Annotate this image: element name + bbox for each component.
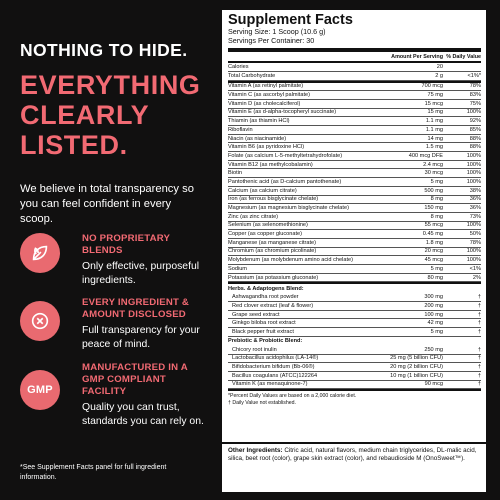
nutrient-amount: 8 mg bbox=[430, 196, 443, 203]
note-dv-not-established: † Daily Value not established. bbox=[228, 400, 296, 407]
nutrient-row bbox=[228, 274, 481, 283]
x-mark-icon bbox=[20, 301, 60, 341]
nutrient-name: Magnesium (as magnesium bisglycinate chelate) bbox=[228, 205, 349, 212]
nutrient-dv: 36% bbox=[469, 205, 481, 212]
nutrient-row bbox=[228, 372, 481, 381]
nutrient-row bbox=[228, 126, 481, 135]
nutrient-dv: 100% bbox=[466, 161, 481, 168]
nutrient-dv: 85% bbox=[469, 126, 481, 133]
nutrient-amount: 150 mg bbox=[424, 205, 443, 212]
nutrient-dv: 83% bbox=[469, 92, 481, 99]
serving-size: Serving Size: 1 Scoop (10.6 g) bbox=[228, 27, 326, 36]
nutrient-dv: 88% bbox=[469, 144, 481, 151]
left-panel bbox=[20, 40, 208, 228]
other-ingredients bbox=[222, 442, 486, 492]
nutrient-dv: 92% bbox=[469, 118, 481, 125]
nutrient-amount: 14 mg bbox=[427, 135, 443, 142]
nutrient-amount: 5 mg bbox=[430, 265, 443, 272]
nutrient-row bbox=[228, 117, 481, 126]
nutrient-amount: 15 mcg bbox=[424, 100, 443, 107]
nutrient-dv: 50% bbox=[469, 231, 481, 238]
nutrient-dv: † bbox=[477, 355, 481, 362]
other-ingredients-label: Other Ingredients: bbox=[228, 447, 283, 454]
nutrient-name: Vitamin B12 (as methylcobalamin) bbox=[228, 161, 313, 168]
nutrient-row bbox=[228, 187, 481, 196]
nutrient-name: Ginkgo biloba root extract bbox=[232, 320, 296, 327]
herb-blend-section bbox=[228, 293, 481, 336]
nutrient-row bbox=[228, 381, 481, 390]
nutrient-dv: 100% bbox=[466, 257, 481, 264]
headline-line-3: LISTED. bbox=[20, 130, 128, 160]
nutrient-name: Selenium (as selenomethionine) bbox=[228, 222, 308, 229]
nutrient-dv: † bbox=[477, 381, 481, 388]
nutrient-amount: 20 mcg bbox=[424, 248, 443, 255]
nutrient-dv: † bbox=[477, 346, 481, 353]
nutrient-dv: † bbox=[477, 328, 481, 335]
nutrient-amount: 300 mg bbox=[424, 294, 443, 301]
headline-line-1: EVERYTHING bbox=[20, 70, 201, 100]
column-dv: % Daily Value bbox=[446, 53, 481, 60]
nutrient-name: Iron (as ferrous bisglycinate chelate) bbox=[228, 196, 319, 203]
nutrient-name: Chromium (as chromium picolinate) bbox=[228, 248, 317, 255]
nutrient-name: Vitamin C (as ascorbyl palmitate) bbox=[228, 92, 310, 99]
herb-blend-title: Herbs. & Adaptogens Blend: bbox=[228, 285, 304, 292]
column-header bbox=[228, 52, 481, 61]
nutrient-amount: 0.45 mg bbox=[422, 231, 443, 238]
nutrient-amount: 2 g bbox=[435, 72, 443, 79]
gmp-icon bbox=[20, 370, 60, 410]
nutrient-amount: 8 mg bbox=[430, 213, 443, 220]
headline-nothing-to-hide: NOTHING TO HIDE. bbox=[20, 40, 188, 60]
nutrient-name: Folate (as calcium L-5-methyltetrahydrofolate) bbox=[228, 152, 343, 159]
nutrient-amount: 1.5 mg bbox=[425, 144, 443, 151]
nutrient-row bbox=[228, 319, 481, 328]
nutrient-amount: 10 mg (1 billion CFU) bbox=[390, 372, 443, 379]
nutrient-name: Chicory root inulin bbox=[232, 346, 277, 353]
footnotes bbox=[228, 391, 481, 407]
nutrient-amount: 25 mg (5 billion CFU) bbox=[390, 355, 443, 362]
nutrient-row bbox=[228, 83, 481, 92]
nutrient-row bbox=[228, 311, 481, 320]
feature-title: MANUFACTURED IN A GMP COMPLIANT FACILITY bbox=[82, 362, 188, 397]
nutrient-amount: 20 mg (2 billion CFU) bbox=[390, 364, 443, 371]
nutrient-dv: † bbox=[477, 320, 481, 327]
nutrient-dv: <1%* bbox=[467, 72, 481, 79]
nutrient-row bbox=[228, 328, 481, 337]
nutrient-dv: 100% bbox=[466, 178, 481, 185]
nutrient-amount: 100 mg bbox=[424, 311, 443, 318]
nutrient-dv: 75% bbox=[469, 100, 481, 107]
nutrient-name: Thiamin (as thiamin HCl) bbox=[228, 118, 290, 125]
nutrient-row bbox=[228, 213, 481, 222]
nutrient-row bbox=[228, 178, 481, 187]
nutrient-name: Red clover extract (leaf & flower) bbox=[232, 302, 314, 309]
nutrient-dv: † bbox=[477, 294, 481, 301]
nutrient-row bbox=[228, 109, 481, 118]
nutrient-amount: 20 bbox=[436, 64, 443, 71]
nutrient-amount: 80 mg bbox=[427, 274, 443, 281]
supplement-facts-title: Supplement Facts bbox=[228, 12, 353, 28]
nutrient-dv: 73% bbox=[469, 213, 481, 220]
nutrient-dv: † bbox=[477, 311, 481, 318]
nutrient-amount: 90 mcg bbox=[424, 381, 443, 388]
headline-everything-clearly-listed bbox=[20, 70, 208, 160]
feature-title: EVERY INGREDIENT & AMOUNT DISCLOSED bbox=[82, 297, 190, 320]
nutrient-dv: 100% bbox=[466, 109, 481, 116]
nutrient-amount: 55 mcg bbox=[424, 222, 443, 229]
prebiotic-blend-title: Prebiotic & Probiotic Blend: bbox=[228, 338, 303, 345]
nutrient-row bbox=[228, 100, 481, 109]
nutrient-amount: 1.8 mg bbox=[425, 239, 443, 246]
nutrient-row bbox=[228, 363, 481, 372]
nutrient-name: Grape seed extract bbox=[232, 311, 280, 318]
other-ingredients-text: Citric acid, natural flavors, medium chain triglycerides, DL-malic acid, silica, beet root (color), grape skin extract (color), and rebaudioside M (OnoSweet™). bbox=[228, 447, 477, 462]
supplement-facts-panel bbox=[222, 10, 486, 460]
nutrient-dv: 100% bbox=[466, 222, 481, 229]
nutrient-row bbox=[228, 204, 481, 213]
nutrient-amount: 15 mg bbox=[427, 109, 443, 116]
column-amount: Amount Per Serving bbox=[391, 53, 443, 60]
headline-line-2: CLEARLY bbox=[20, 100, 150, 130]
nutrient-dv: 100% bbox=[466, 170, 481, 177]
nutrient-name: Vitamin A (as retinyl palmitate) bbox=[228, 83, 304, 90]
nutrient-amount: 30 mcg bbox=[424, 170, 443, 177]
nutrient-row bbox=[228, 256, 481, 265]
nutrient-row bbox=[228, 239, 481, 248]
nutrient-name: Sodium bbox=[228, 265, 247, 272]
nutrient-name: Lactobacillus acidophilus (LA-14®) bbox=[232, 355, 319, 362]
nutrient-dv: 38% bbox=[469, 187, 481, 194]
nutrient-dv: 78% bbox=[469, 239, 481, 246]
nutrient-amount: 500 mg bbox=[424, 187, 443, 194]
nutrient-row bbox=[228, 91, 481, 100]
feature-desc: Full transparency for your peace of mind. bbox=[82, 325, 200, 350]
footnote-see-panel: *See Supplement Facts panel for full ingredient information. bbox=[20, 464, 167, 481]
calories-section bbox=[228, 63, 481, 80]
nutrient-row bbox=[228, 196, 481, 205]
nutrient-name: Total Carbohydrate bbox=[228, 72, 276, 79]
nutrient-amount: 45 mcg bbox=[424, 257, 443, 264]
note-dv-basis: *Percent Daily Values are based on a 2,000 calorie diet. bbox=[228, 393, 357, 400]
nutrient-name: Copper (as copper gluconate) bbox=[228, 231, 303, 238]
nutrient-amount: 5 mg bbox=[430, 328, 443, 335]
nutrient-name: Molybdenum (as molybdenum amino acid chelate) bbox=[228, 257, 353, 264]
leaf-icon bbox=[20, 233, 60, 273]
nutrient-row bbox=[228, 143, 481, 152]
nutrient-dv: † bbox=[477, 302, 481, 309]
nutrient-name: Calories bbox=[228, 64, 249, 71]
nutrient-name: Vitamin E (as d-alpha-tocopheryl succinate) bbox=[228, 109, 337, 116]
nutrient-name: Black pepper fruit extract bbox=[232, 328, 294, 335]
nutrient-amount: 5 mg bbox=[430, 178, 443, 185]
nutrient-amount: 42 mg bbox=[427, 320, 443, 327]
nutrient-row bbox=[228, 355, 481, 364]
gmp-badge-text: GMP bbox=[27, 384, 53, 396]
nutrient-dv: <1% bbox=[469, 265, 481, 272]
nutrient-row bbox=[228, 222, 481, 231]
nutrient-amount: 75 mg bbox=[427, 92, 443, 99]
nutrient-amount: 700 mcg bbox=[421, 83, 443, 90]
nutrient-row bbox=[228, 135, 481, 144]
nutrient-amount: 400 mcg DFE bbox=[408, 152, 443, 159]
intro-text: We believe in total transparency so you can feel confident in every scoop. bbox=[20, 183, 194, 226]
nutrient-name: Biotin bbox=[228, 170, 242, 177]
nutrient-dv: † bbox=[477, 372, 481, 379]
nutrient-dv: 100% bbox=[466, 152, 481, 159]
nutrient-name: Niacin (as niacinamide) bbox=[228, 135, 287, 142]
nutrient-name: Vitamin B6 (as pyridoxine HCl) bbox=[228, 144, 305, 151]
nutrient-amount: 1.1 mg bbox=[425, 118, 443, 125]
nutrient-amount: 250 mg bbox=[424, 346, 443, 353]
nutrient-row bbox=[228, 293, 481, 302]
nutrient-name: Vitamin D (as cholecalciferol) bbox=[228, 100, 301, 107]
nutrient-row bbox=[228, 152, 481, 161]
feature-desc: Only effective, purposeful ingredients. bbox=[82, 261, 200, 286]
nutrient-dv: 78% bbox=[469, 83, 481, 90]
nutrient-row bbox=[228, 161, 481, 170]
nutrient-dv: 2% bbox=[472, 274, 481, 281]
nutrient-name: Calcium (as calcium citrate) bbox=[228, 187, 297, 194]
vitamins-section bbox=[228, 83, 481, 283]
nutrient-name: Ashwagandha root powder bbox=[232, 294, 299, 301]
nutrient-name: Riboflavin bbox=[228, 126, 253, 133]
nutrient-name: Manganese (as manganese citrate) bbox=[228, 239, 316, 246]
feature-desc: Quality you can trust, standards you can rely on. bbox=[82, 402, 204, 427]
nutrient-row bbox=[228, 169, 481, 178]
nutrient-amount: 2.4 mcg bbox=[423, 161, 443, 168]
nutrient-row bbox=[228, 230, 481, 239]
nutrient-amount: 200 mg bbox=[424, 302, 443, 309]
nutrient-name: Bacillus coagulans (ATCC)122264 bbox=[232, 372, 318, 379]
nutrient-name: Zinc (as zinc citrate) bbox=[228, 213, 279, 220]
servings-per-container: Servings Per Container: 30 bbox=[228, 35, 315, 45]
nutrient-name: Bifidobacterium bifidum (Bb-06®) bbox=[232, 364, 315, 371]
nutrient-dv: † bbox=[477, 364, 481, 371]
nutrient-name: Potassium (as potassium gluconate) bbox=[228, 274, 319, 281]
nutrient-name: Pantothenic acid (as D-calcium pantothenate) bbox=[228, 178, 342, 185]
nutrient-amount: 1.1 mg bbox=[425, 126, 443, 133]
nutrient-dv: 88% bbox=[469, 135, 481, 142]
nutrient-row bbox=[228, 346, 481, 355]
nutrient-row bbox=[228, 63, 481, 72]
nutrient-row bbox=[228, 72, 481, 81]
nutrient-dv: 100% bbox=[466, 248, 481, 255]
feature-title: NO PROPRIETARY BLENDS bbox=[82, 233, 170, 256]
nutrient-name: Vitamin K (as menaquinone-7) bbox=[232, 381, 308, 388]
nutrient-row bbox=[228, 248, 481, 257]
prebiotic-blend-section bbox=[228, 346, 481, 389]
nutrient-row bbox=[228, 265, 481, 274]
nutrient-dv: 36% bbox=[469, 196, 481, 203]
nutrient-row bbox=[228, 302, 481, 311]
